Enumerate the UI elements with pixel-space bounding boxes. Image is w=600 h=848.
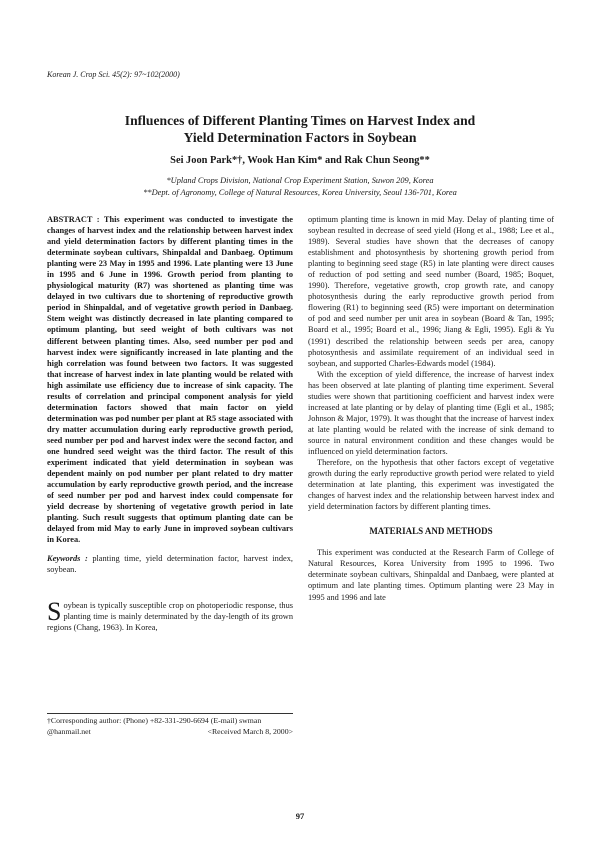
left-column [47, 214, 293, 633]
affiliation-1: *Upland Crops Division, National Crop Experiment Station, Suwon 209, Korea [166, 176, 434, 185]
abstract-body: This experiment was conducted to investigate the changes of harvest index and the relationship between harvest index and yield determination factors by different planting times in the determinate soybean cultivars, Shinpaldal and Danbaeg. Optimum planting were 23 May in 1995 and 1996. Late planting were 13 June in 1995 and 6 June in 1996. Growth period from planting to physiological maturity (R7) was shortened as planting time was delayed in two cultivars due to shortening of reproductive growth period in Shinpaldal, and of vegetative growth period in Danbaeg. Stem weight was distinctly decreased in late planting compared to optimum planting, but seed weight of both cultivars was not different between planting times. Also, seed number per pod and harvest index were significantly increased in late planting and the high correlation was found between two factors. It was suggested that increase of harvest index in late planting would be related with high assimilate use efficiency due to increase of sink capacity. The results of correlation and principal component analysis for yield determination factors showed that main factor on yield determination was pod number per plant at R5 stage associated with dry matter accumulation during early reproductive growth period, seed number per pod and harvest index were the second factor, and one hundred seed weight was the third factor. The result of this experiment indicated that yield determination in soybean was dependent mainly on pod number per plant related to dry matter accumulation by early reproductive growth period, and the increase of seed number per pod and harvest index could compensate for yield decrease by shortening of vegetative growth period in late planting. Such result suggests that optimum planting date can be delayed from mid May to early June in improved soybean cultivars in Korea. [47, 215, 293, 545]
corresponding-author: †Corresponding author: (Phone) +82-331-290-6694 (E-mail) swman [47, 716, 262, 725]
introduction-paragraph [47, 596, 293, 633]
keywords-text: planting time, yield determination factor, harvest index, soybean. [47, 554, 293, 575]
keywords [47, 553, 293, 575]
authors: Sei Joon Park*†, Wook Han Kim* and Rak Chun Seong** [170, 155, 430, 166]
footnote-rule [47, 713, 293, 714]
body-paragraph-3: Therefore, on the hypothesis that other factors except of vegetative growth during the early reproductive growth period were related to yield determination at late planting, this experiment was investigated the changes of harvest index and the relationship between harvest index and yield determination factors by different planting times. [308, 458, 554, 512]
affiliation-2: **Dept. of Agronomy, College of Natural Resources, Korea University, Seoul 136-701, Korea [143, 188, 457, 197]
paper-title [60, 112, 540, 146]
drop-cap: S [47, 596, 62, 626]
page-number: 97 [295, 811, 305, 821]
introduction-text: oybean is typically susceptible crop on photoperiodic response, thus planting time is mainly determinated by the day-length of its grown regions (Chang, 1963). In Korea, [47, 600, 293, 632]
journal-citation: Korean J. Crop Sci. 45(2): 97~102(2000) [47, 70, 180, 79]
body-paragraph-1: optimum planting time is known in mid May. Delay of planting time of soybean resulted in decrease of seed yield (Hong et al., 1988; Lee et al., 1989). Several studies have shown that the decreases of canopy establishment and photosynthesis by shortening growth period from planting to beginning seed stage (R5) in late planting were direct causes of reduction of pod setting and seed number (Board, 1985; Boquet, 1990). Therefore, vegetative growth, crop growth rate, and canopy photosynthesis during the early reproductive growth period from flowering (R1) to beginning seed (R5) were important on determination of pod and seed number per unit area in soybean (Board & Tan, 1995; Board et al., 1995; Board et al., 1996; Jiang & Egli, 1995). Egli & Yu (1991) described the relationship between seeds per area, canopy photosynthesis and assimilate requirement of an individual seed in soybean, and supported Charles-Edwards model (1984). [308, 215, 554, 368]
section-heading: MATERIALS AND METHODS [369, 526, 493, 537]
right-column [308, 214, 554, 603]
title-line-2: Yield Determination Factors in Soybean [183, 130, 417, 145]
body-paragraph-4: This experiment was conducted at the Research Farm of College of Natural Resources, Korea University from 1995 to 1996. Two determinate soybean cultivars, Shinpaldal and Danbaeg, were planted at optimum and late planting times. Optimum planting were 23 May in 1995 and 1996 and late [308, 548, 554, 602]
footnote [47, 716, 293, 737]
abstract-label: ABSTRACT : [47, 215, 100, 224]
body-paragraph-2: With the exception of yield difference, the increase of harvest index has been observed at late planting of planting time experiment. Several studies were shown that partitioning coefficient and harvest index were increased at late planting or by delay of planting time (Egli et al., 1985; Johnson & Major, 1979). It was thought that the increase of harvest index at late planting would be related with the increase of sink demand to source in natural environment condition and these changes would be influenced on yield determination factors. [308, 369, 554, 456]
title-line-1: Influences of Different Planting Times on Harvest Index and [124, 113, 476, 128]
abstract [47, 214, 293, 545]
received-date: <Received March 8, 2000> [207, 726, 293, 736]
email-tail: @hanmail.net [47, 726, 91, 736]
keywords-label: Keywords : [47, 554, 88, 564]
